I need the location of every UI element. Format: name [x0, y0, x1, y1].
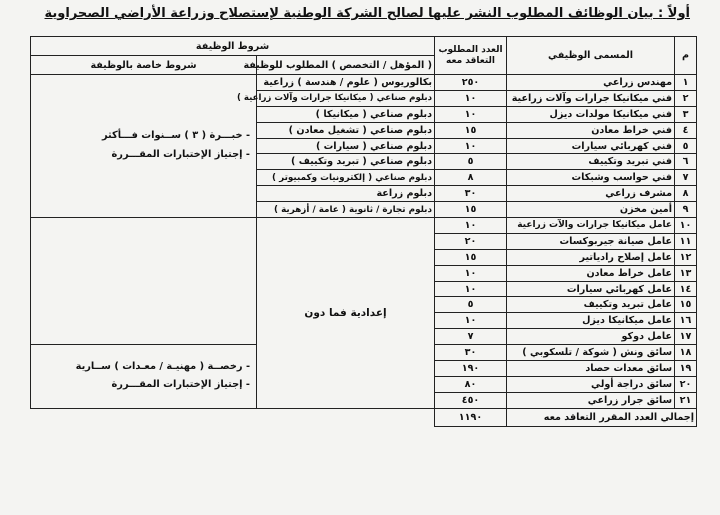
row-num: ١٦	[675, 313, 697, 329]
job-count: ١٩٠	[435, 361, 507, 377]
header-num: م	[675, 37, 697, 75]
job-title: عامل إصلاح رادياتير	[507, 249, 675, 265]
special-conditions-a	[31, 75, 257, 218]
job-title: عامل تبريد وتكييف	[507, 297, 675, 313]
job-title: عامل ميكانيكا جرارات والآت زراعية	[507, 218, 675, 234]
job-count: ١٠	[435, 281, 507, 297]
row-num: ٣	[675, 106, 697, 122]
job-title: عامل خراط معادن	[507, 265, 675, 281]
row-num: ١٥	[675, 297, 697, 313]
total-row	[31, 408, 697, 426]
row-num: ١	[675, 75, 697, 91]
job-count: ٣٠	[435, 186, 507, 202]
header-special: شروط خاصة بالوظيفة	[31, 56, 257, 75]
job-title: سائق جرار زراعي	[507, 392, 675, 408]
total-empty-special	[31, 408, 257, 426]
job-title: سائق ونش ( شوكة / تلسكوبي )	[507, 345, 675, 361]
special-condition: - إجتياز الإختبارات المقـــررة	[111, 149, 251, 160]
table-row	[31, 218, 697, 234]
job-title: فني ميكانيكا مولدات ديزل	[507, 106, 675, 122]
special-empty	[31, 218, 257, 345]
job-count: ٥	[435, 154, 507, 170]
job-count: ١٠	[435, 218, 507, 234]
header-job: المسمى الوظيفي	[507, 37, 675, 75]
job-title: فني خراط معادن	[507, 122, 675, 138]
row-num: ٩	[675, 202, 697, 218]
row-num: ١٨	[675, 345, 697, 361]
row-num: ٢	[675, 90, 697, 106]
job-count: ٤٥٠	[435, 392, 507, 408]
job-title: عامل دوكو	[507, 329, 675, 345]
total-label: إجمالي العدد المقرر التعاقد معه	[507, 408, 697, 426]
row-num: ١٣	[675, 265, 697, 281]
job-qualification: دبلوم تجارة / ثانوية ( عامة / أزهرية )	[257, 202, 435, 218]
job-count: ٣٠	[435, 345, 507, 361]
row-num: ٥	[675, 138, 697, 154]
row-num: ١٢	[675, 249, 697, 265]
job-title: فني حواسب وشبكات	[507, 170, 675, 186]
job-title: عامل ميكانيكا ديزل	[507, 313, 675, 329]
total-empty-qual	[257, 408, 435, 426]
job-title: سائق معدات حصاد	[507, 361, 675, 377]
table-row	[31, 75, 697, 91]
job-count: ١٥	[435, 202, 507, 218]
job-count: ٧	[435, 329, 507, 345]
row-num: ١٧	[675, 329, 697, 345]
job-qualification: دبلوم صناعي ( ميكانيكا جرارات وآلات زراعية )	[257, 90, 435, 106]
special-condition: - رخصــة ( مهنيـة / معـدات ) ســارية	[75, 360, 251, 372]
job-count: ١٠	[435, 265, 507, 281]
job-count: ٨	[435, 170, 507, 186]
row-num: ٦	[675, 154, 697, 170]
job-count: ١٠	[435, 313, 507, 329]
special-conditions-b	[31, 345, 257, 409]
job-title: عامل صيانة جيربوكسات	[507, 233, 675, 249]
merged-qualification: إعدادية فما دون	[257, 218, 435, 409]
job-qualification: دبلوم صناعي ( تبريد وتكييف )	[257, 154, 435, 170]
job-qualification: دبلوم صناعي ( إلكترونيات وكمبيوتر )	[257, 170, 435, 186]
job-count: ١٥	[435, 122, 507, 138]
job-title: عامل كهربائي سيارات	[507, 281, 675, 297]
header-qualification: ( المؤهل / التخصص ) المطلوب للوظيفة	[257, 56, 435, 75]
row-num: ٨	[675, 186, 697, 202]
row-num: ٤	[675, 122, 697, 138]
row-num: ١٠	[675, 218, 697, 234]
job-count: ١٥	[435, 249, 507, 265]
special-condition: - خبـــرة ( ٣ ) ســنوات فـــأكثر	[101, 130, 251, 142]
header-count: العدد المطلوب التعاقد معه	[435, 37, 507, 75]
row-num: ١١	[675, 233, 697, 249]
job-count: ١٠	[435, 90, 507, 106]
job-count: ١٠	[435, 138, 507, 154]
job-title: فني تبريد وتكييف	[507, 154, 675, 170]
job-qualification: دبلوم صناعي ( تشغيل معادن )	[257, 122, 435, 138]
row-num: ١٤	[675, 281, 697, 297]
job-count: ٥	[435, 297, 507, 313]
job-title: أمين مخزن	[507, 202, 675, 218]
row-num: ١٩	[675, 361, 697, 377]
document-title: أولاً : بيان الوظائف المطلوب النشر عليها لصالح الشركة الوطنية لإستصلاح وزراعة الأراضي الصحراوية	[44, 6, 690, 21]
job-qualification: دبلوم زراعة	[257, 186, 435, 202]
total-value: ١١٩٠	[435, 408, 507, 426]
job-title: فني كهربائي سيارات	[507, 138, 675, 154]
row-num: ٢١	[675, 392, 697, 408]
job-title: مشرف زراعي	[507, 186, 675, 202]
job-count: ١٠	[435, 106, 507, 122]
job-count: ٢٠	[435, 233, 507, 249]
job-title: سائق دراجة أولي	[507, 376, 675, 392]
special-condition: - إجتياز الإختبارات المقـــررة	[111, 379, 251, 391]
row-num: ٧	[675, 170, 697, 186]
header-conditions: شروط الوظيفة	[31, 37, 435, 56]
row-num: ٢٠	[675, 376, 697, 392]
job-count: ٨٠	[435, 376, 507, 392]
job-qualification: دبلوم صناعي ( سيارات )	[257, 138, 435, 154]
job-qualification: دبلوم صناعي ( ميكانيكا )	[257, 106, 435, 122]
job-title: مهندس زراعي	[507, 75, 675, 91]
job-qualification: بكالوريوس ( علوم / هندسة ) زراعية	[257, 75, 435, 91]
job-title: فني ميكانيكا جرارات وآلات زراعية	[507, 90, 675, 106]
jobs-table	[30, 36, 697, 427]
job-count: ٢٥٠	[435, 75, 507, 91]
